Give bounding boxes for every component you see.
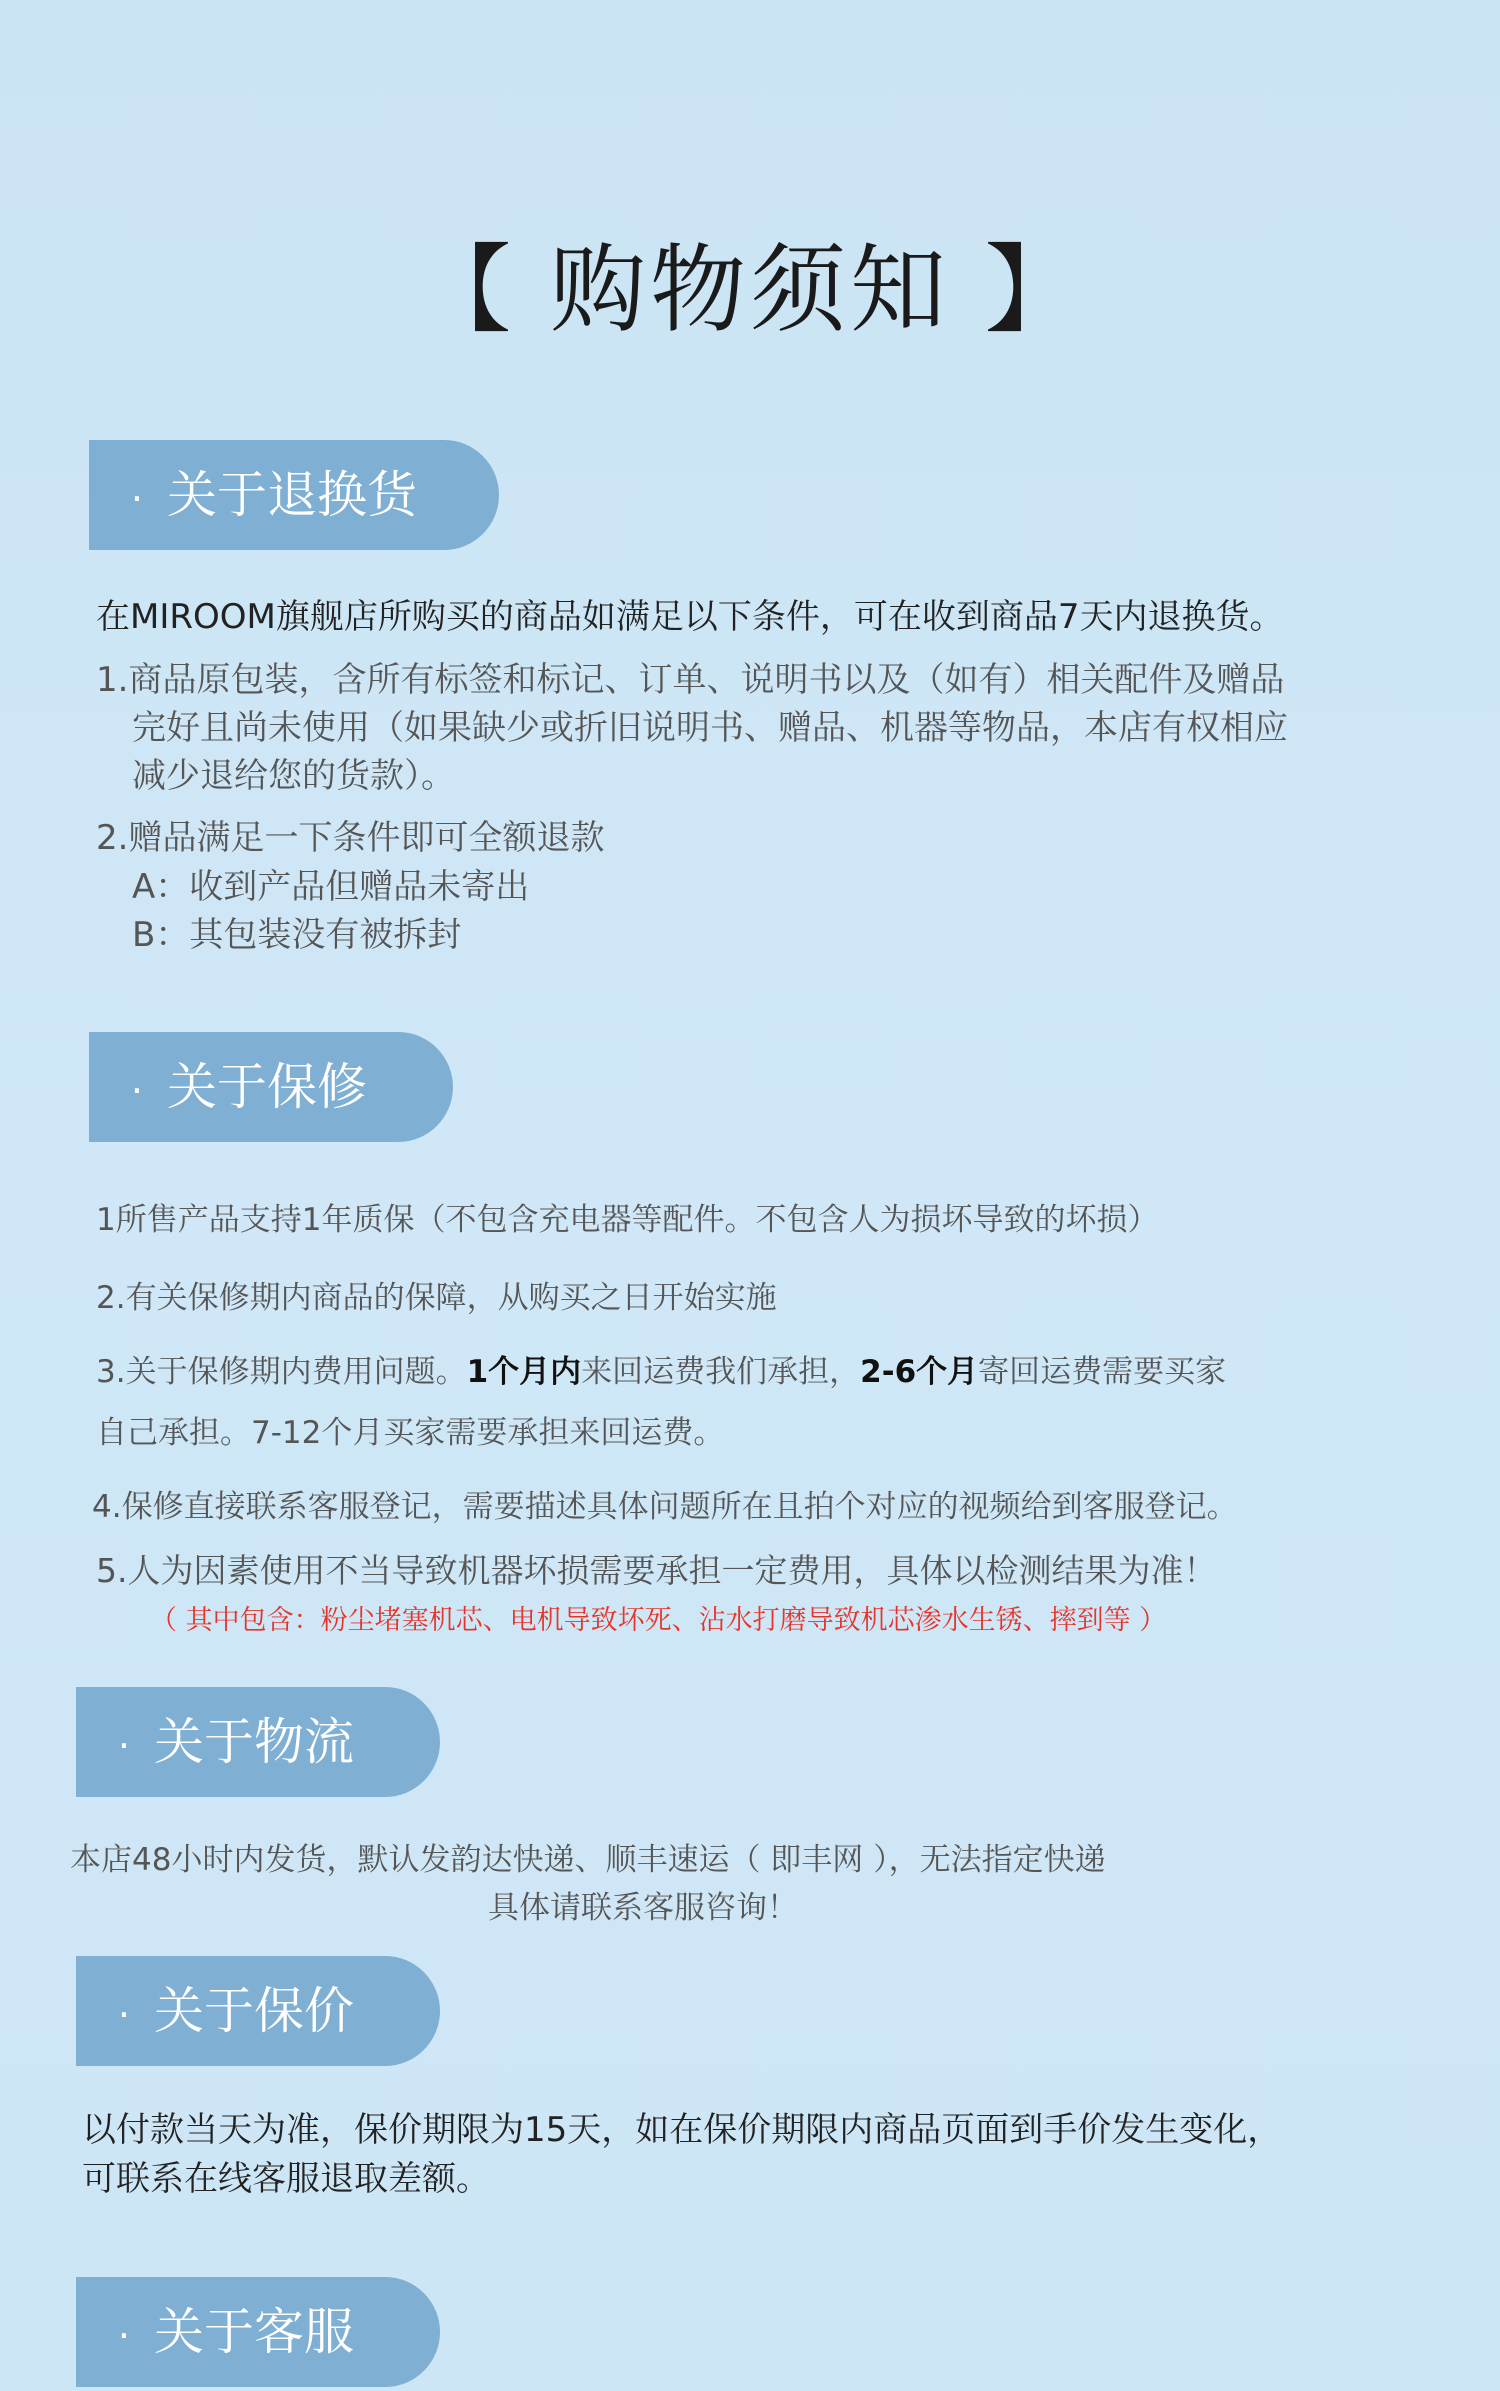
warranty-section-header [89, 1032, 453, 1142]
logistics-line-2: 具体请联系客服咨询！ [488, 1890, 798, 1926]
warranty-item-3-line-2: 自己承担。7-12个月买家需要承担来回运费。 [96, 1415, 725, 1451]
customer-service-header-label: 关于客服 [154, 2303, 354, 2361]
returns-section-header [89, 440, 499, 550]
returns-item-1-line-3: 减少退给您的货款）。 [132, 756, 455, 796]
price-protection-header-label: 关于保价 [154, 1982, 354, 2040]
returns-item-1-line-2: 完好且尚未使用（如果缺少或折旧说明书、赠品、机器等物品，本店有权相应 [132, 708, 1288, 748]
warranty-item-4: 4.保修直接联系客服登记，需要描述具体问题所在且拍个对应的视频给到客服登记。 [92, 1489, 1238, 1525]
bullet-dot-icon: · [130, 1069, 143, 1113]
price-protection-line-2: 可联系在线客服退取差额。 [82, 2159, 490, 2199]
warranty-item-5: 5.人为因素使用不当导致机器坏损需要承担一定费用，具体以检测结果为准！ [96, 1551, 1217, 1590]
warranty-item-2: 2.有关保修期内商品的保障，从购买之日开始实施 [96, 1280, 777, 1316]
returns-header-label: 关于退换货 [167, 466, 417, 524]
warranty-item-3-highlight-2: 2-6个月 [860, 1354, 979, 1390]
price-protection-section-header [76, 1956, 440, 2066]
returns-item-2: 2.赠品满足一下条件即可全额退款 [96, 818, 605, 858]
warranty-item-3-line-1 [96, 1350, 1226, 1394]
warranty-item-3-part-1: 3.关于保修期内费用问题。 [96, 1354, 467, 1390]
returns-item-1-line-1: 1.商品原包装，含所有标签和标记、订单、说明书以及（如有）相关配件及赠品 [96, 660, 1285, 700]
logistics-section-header [76, 1687, 440, 1797]
customer-service-section-header [76, 2277, 440, 2387]
warranty-item-3-highlight-1: 1个月内 [466, 1354, 582, 1390]
warranty-item-1: 1所售产品支持1年质保（不包含充电器等配件。不包含人为损坏导致的坏损） [96, 1202, 1159, 1238]
bullet-dot-icon: · [117, 1724, 130, 1768]
logistics-line-1: 本店48小时内发货，默认发韵达快递、顺丰速运（ 即丰网 ），无法指定快递 [70, 1842, 1106, 1878]
price-protection-line-1: 以付款当天为准，保价期限为15天，如在保价期限内商品页面到手价发生变化， [82, 2110, 1282, 2150]
warranty-item-3-part-2: 来回运费我们承担， [581, 1354, 861, 1390]
returns-item-2-b: B：其包装没有被拆封 [132, 915, 462, 955]
logistics-header-label: 关于物流 [154, 1713, 354, 1771]
page-title: 【 购物须知 】 [415, 234, 1085, 346]
warranty-item-5-note: （ 其中包含：粉尘堵塞机芯、电机导致坏死、沾水打磨导致机芯渗水生锈、摔到等 ） [150, 1605, 1167, 1636]
returns-intro: 在MIROOM旗舰店所购买的商品如满足以下条件，可在收到商品7天内退换货。 [96, 597, 1284, 637]
bullet-dot-icon: · [117, 2314, 130, 2358]
returns-item-2-a: A：收到产品但赠品未寄出 [132, 867, 530, 907]
bullet-dot-icon: · [117, 1993, 130, 2037]
warranty-header-label: 关于保修 [167, 1058, 367, 1116]
warranty-item-3-part-3: 寄回运费需要买家 [978, 1354, 1227, 1390]
bullet-dot-icon: · [130, 477, 143, 521]
